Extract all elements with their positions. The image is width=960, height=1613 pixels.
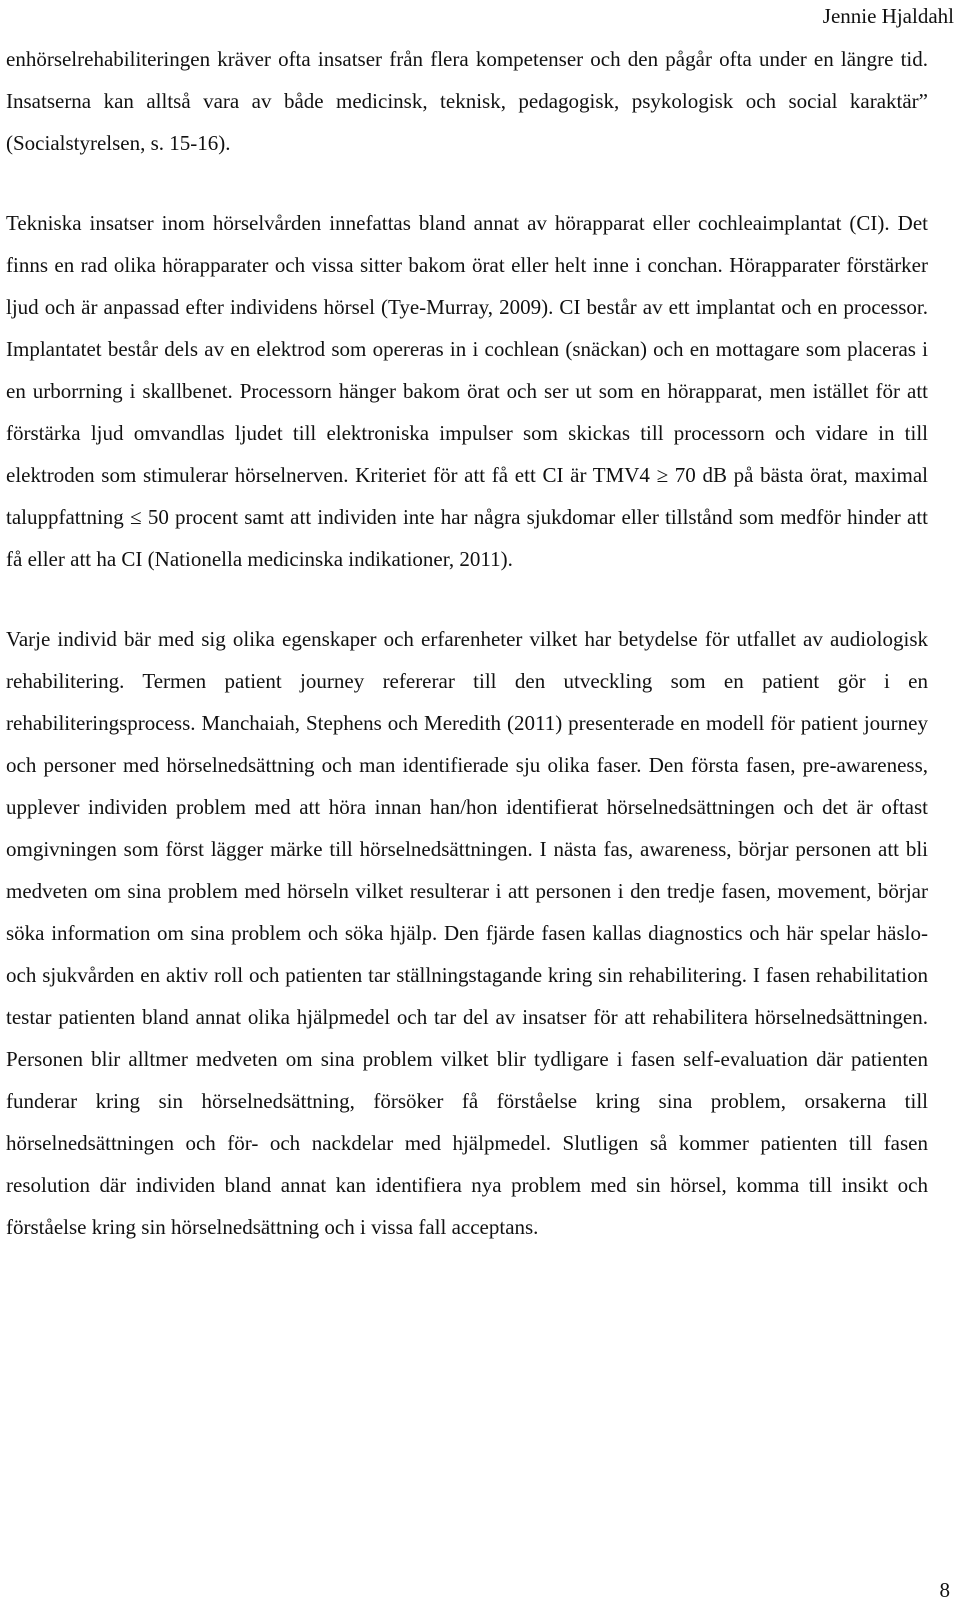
paragraph-1: enhörselrehabiliteringen kräver ofta insatser från flera kompetenser och den pågår ofta under en längre tid. Insatserna kan alltså vara av både medicinsk, teknisk, pedagogisk, psykologisk och social karaktär” (Socialstyrelsen, s. 15-16). — [6, 47, 928, 155]
running-header-author: Jennie Hjaldahl — [822, 4, 954, 28]
body-text — [6, 38, 928, 1248]
paragraph-2: Tekniska insatser inom hörselvården innefattas bland annat av hörapparat eller cochleaimplantat (CI). Det finns en rad olika hörapparater och vissa sitter bakom örat eller helt inne i conchan. Hörapparater förstärker ljud och är anpassad efter individens hörsel (Tye-Murray, 2009). CI består av ett implantat och en processor. Implantatet består dels av en elektrod som opereras in i cochlean (snäckan) och en mottagare som placeras i en urborrning i skallbenet. Processorn hänger bakom örat och ser ut som en hörapparat, men istället för att förstärka ljud omvandlas ljudet till elektroniska impulser som skickas till processorn och vidare in till elektroden som stimulerar hörselnerven. Kriteriet för att få ett CI är TMV4 ≥ 70 dB på bästa örat, maximal taluppfattning ≤ 50 procent samt att individen inte har några sjukdomar eller tillstånd som medför hinder att få eller att ha CI (Nationella medicinska indikationer, 2011). — [6, 211, 928, 571]
page-number: 8 — [939, 1578, 950, 1602]
paragraph-3: Varje individ bär med sig olika egenskaper och erfarenheter vilket har betydelse för utfallet av audiologisk rehabilitering. Termen patient journey refererar till den utveckling som en patient gör i en rehabiliteringsprocess. Manchaiah, Stephens och Meredith (2011) presenterade en modell för patient journey och personer med hörselnedsättning och man identifierade sju olika faser. Den första fasen, pre-awareness, upplever individen problem med att höra innan han/hon identifierat hörselnedsättningen och det är oftast omgivningen som först lägger märke till hörselnedsättningen. I nästa fas, awareness, börjar personen att bli medveten om sina problem med hörseln vilket resulterar i att personen i den tredje fasen, movement, börjar söka information om sina problem och söka hjälp. Den fjärde fasen kallas diagnostics och här spelar häslo- och sjukvården en aktiv roll och patienten tar ställningstagande kring sin rehabilitering. I fasen rehabilitation testar patienten bland annat olika hjälpmedel och tar del av insatser för att rehabilitera hörselnedsättningen. Personen blir alltmer medveten om sina problem vilket blir tydligare i fasen self-evaluation där patienten funderar kring sin hörselnedsättning, försöker få förståelse kring sina problem, orsakerna till hörselnedsättningen och för- och nackdelar med hjälpmedel. Slutligen så kommer patienten till fasen resolution där individen bland annat kan identifiera nya problem med sin hörsel, komma till insikt och förståelse kring sin hörselnedsättning och i vissa fall acceptans. — [6, 627, 928, 1239]
